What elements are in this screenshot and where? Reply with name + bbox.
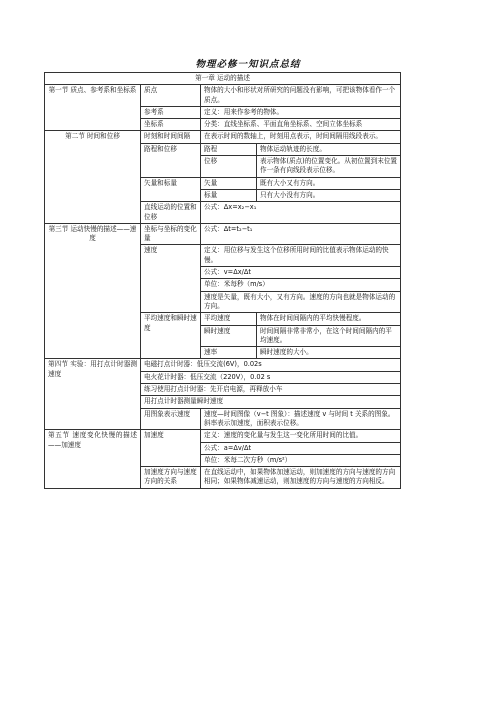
content-cell: 公式：v=Δx/Δt [201,267,401,279]
topic-cell: 参考系 [141,106,201,118]
table-row [45,131,401,143]
content-cell: 定义：用来作参考的物体。 [201,106,401,118]
topic-cell: 时刻和时间间隔 [141,131,201,143]
chapter-title: 第一章 运动的描述 [45,73,401,85]
topic-cell: 质点 [141,85,201,107]
content-cell: 定义：速度的变化量与发生这一变化所用时间的比值。 [201,430,401,442]
topic-cell: 速度 [141,245,201,313]
content-cell: 电磁打点计时器：低压交流(6V)，0.02s [141,359,401,371]
table-row [45,223,401,245]
topic-cell: 加速度 [141,430,201,467]
section-title: 第五节 速度变化快慢的描述——加速度 [45,430,141,488]
topic-cell: 坐标与坐标的变化量 [141,223,201,245]
section-title: 第三节 运动快慢的描述——速度 [45,223,141,359]
topic-cell: 直线运动的位置和位移 [141,202,201,224]
subtopic-cell: 平均速度 [201,313,257,325]
subtopic-cell: 速率 [201,347,257,359]
content-cell: 电火花计时器：低压交流（220V），0.02 s [141,371,401,383]
summary-table [44,72,401,489]
topic-cell: 矢量和标量 [141,177,201,202]
content-cell: 公式：Δx=x₂−x₁ [201,202,401,224]
content-cell: 练习使用打点计时器：先开启电源，再释放小车 [141,384,401,396]
content-cell: 单位：米每秒（m/s） [201,279,401,291]
section-title: 第四节 实验：用打点计时器测速度 [45,359,141,430]
subtopic-cell: 位移 [201,156,257,178]
content-cell: 速度是矢量，既有大小，又有方向。速度的方向也就是物体运动的方向。 [201,291,401,313]
content-cell: 既有大小又有方向。 [257,177,401,189]
content-cell: 公式：Δt=t₂−t₁ [201,223,401,245]
chapter-row [45,73,401,85]
section-title: 第一节 质点、参考系和坐标系 [45,85,141,131]
subtopic-cell: 路程 [201,143,257,155]
content-cell: 时间间隔非常非常小，在这个时间间隔内的平均速度。 [257,325,401,347]
content-cell: 只有大小没有方向。 [257,189,401,201]
page-title: 物理必修一知识点总结 [195,59,301,70]
content-cell: 表示物体(质点)的位置变化。从初位置到末位置作一条有向线段表示位移。 [257,156,401,178]
topic-cell: 用图象表示速度 [141,408,201,430]
content-cell: 公式：a=Δv/Δt [201,442,401,454]
table-row [45,85,401,107]
section-title: 第二节 时间和位移 [45,131,141,223]
content-cell: 物体运动轨迹的长度。 [257,143,401,155]
table-row [45,359,401,371]
table-row [45,430,401,442]
topic-cell: 路程和位移 [141,143,201,177]
content-cell: 定义：用位移与发生这个位移所用时间的比值表示物体运动的快慢。 [201,245,401,267]
subtopic-cell: 矢量 [201,177,257,189]
content-cell: 分类：直线坐标系、平面直角坐标系、空间立体坐标系 [201,119,401,131]
topic-cell: 加速度方向与速度方向的关系 [141,467,201,489]
content-cell: 单位：米每二次方秒（m/s²） [201,454,401,466]
subtopic-cell: 瞬时速度 [201,325,257,347]
content-cell: 在直线运动中，如果物体加速运动，则加速度的方向与速度的方向相同；如果物体减速运动，则加速度的方向与速度的方向相反。 [201,467,401,489]
content-cell: 用打点计时器测量瞬时速度 [141,396,401,408]
content-cell: 速度—时间图像（v−t 图象）：描述速度 v 与时间 t 关系的图象。斜率表示加速度，面积表示位移。 [201,408,401,430]
topic-cell: 坐标系 [141,119,201,131]
content-cell: 物体在时间间隔内的平均快慢程度。 [257,313,401,325]
content-cell: 瞬时速度的大小。 [257,347,401,359]
topic-cell: 平均速度和瞬时速度 [141,313,201,359]
content-cell: 在表示时间的数轴上，时刻用点表示，时间间隔用线段表示。 [201,131,401,143]
content-cell: 物体的大小和形状对所研究的问题没有影响，可把该物体看作一个质点。 [201,85,401,107]
subtopic-cell: 标量 [201,189,257,201]
